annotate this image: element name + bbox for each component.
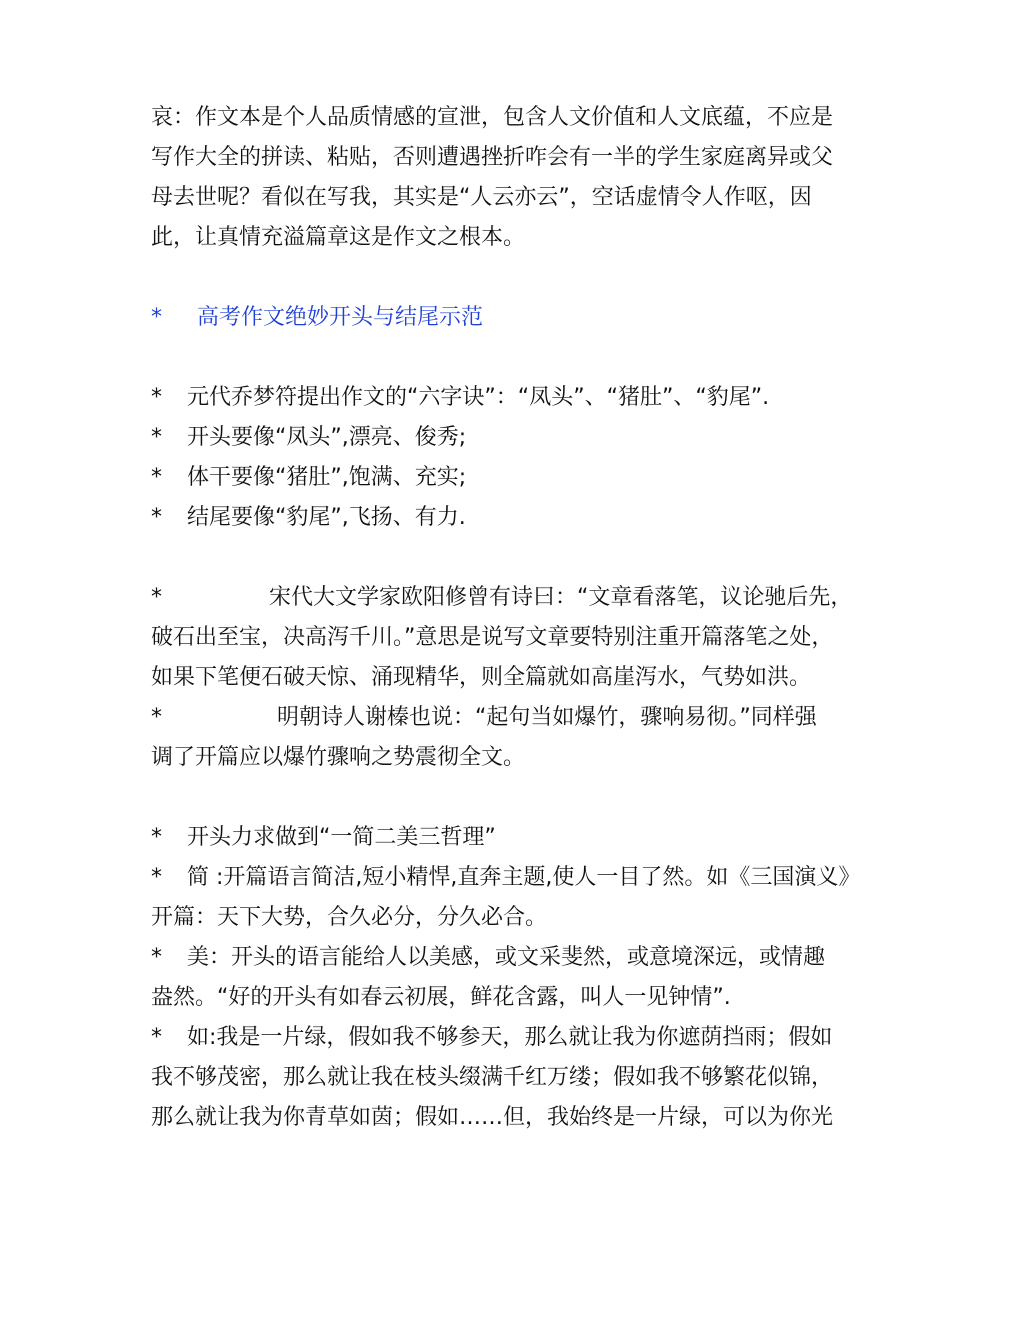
quote-line: 调了开篇应以爆竹骤响之势震彻全文。 [151, 745, 526, 770]
section-heading [151, 298, 483, 338]
intro-line: 哀：作文本是个人品质情感的宣泄，包含人文价值和人文底蕴，不应是 [151, 105, 834, 130]
quote-line: 破石出至宝，决高泻千川。”意思是说写文章要特别注重开篇落笔之处， [151, 625, 834, 650]
list-item-text: 开头要像“凤头”,漂亮、俊秀; [187, 425, 467, 450]
list-bullet: * [151, 705, 162, 730]
quote-line: 如果下笔便石破天惊、涌现精华，则全篇就如高崖泻水，气势如洪。 [151, 665, 812, 690]
list-item [151, 858, 860, 898]
list-bullet: * [151, 465, 162, 490]
list-item [151, 458, 466, 498]
list-item-text: 简 :开篇语言简洁,短小精悍,直奔主题,使人一目了然。如《三国演义》 [187, 865, 861, 890]
continuation-line: 开篇：天下大势，合久必分，分久必合。 [151, 905, 548, 930]
list-bullet: * [151, 825, 162, 850]
intro-line: 写作大全的拼读、粘贴，否则遭遇挫折咋会有一半的学生家庭离异或父 [151, 145, 834, 170]
list-bullet: * [151, 505, 162, 530]
list-item-text: 体干要像“猪肚”,饱满、充实; [187, 465, 467, 490]
list-item [151, 498, 466, 538]
list-bullet: * [151, 1025, 162, 1050]
heading-bullet: * [151, 305, 162, 330]
list-item [151, 378, 769, 418]
list-item-text: 开头力求做到“一简二美三哲理” [187, 825, 496, 850]
list-item [151, 818, 496, 858]
list-bullet: * [151, 425, 162, 450]
list-item [151, 418, 466, 458]
list-item-text: 如:我是一片绿，假如我不够参天，那么就让我为你遮荫挡雨；假如 [187, 1025, 833, 1050]
continuation-line: 盎然。“好的开头有如春云初展，鲜花含露，叫人一见钟情”. [151, 985, 731, 1010]
quote-text: 明朝诗人谢榛也说：“起句当如爆竹，骤响易彻。”同样强 [277, 705, 817, 730]
quote-first-line [151, 578, 852, 618]
list-bullet: * [151, 585, 162, 610]
list-item [151, 1018, 832, 1058]
continuation-line: 那么就让我为你青草如茵；假如……但，我始终是一片绿，可以为你光 [151, 1105, 834, 1130]
list-bullet: * [151, 385, 162, 410]
continuation-line: 我不够茂密，那么就让我在枝头缀满千红万缕；假如我不够繁花似锦， [151, 1065, 834, 1090]
list-item [151, 938, 825, 978]
intro-line: 此，让真情充溢篇章这是作文之根本。 [151, 225, 526, 250]
list-item-text: 美：开头的语言能给人以美感，或文采斐然，或意境深远，或情趣 [187, 945, 826, 970]
intro-line: 母去世呢？看似在写我，其实是“人云亦云”，空话虚情令人作呕，因 [151, 185, 812, 210]
list-bullet: * [151, 945, 162, 970]
heading-text: 高考作文绝妙开头与结尾示范 [197, 305, 484, 330]
quote-first-line [151, 698, 817, 738]
list-item-text: 结尾要像“豹尾”,飞扬、有力. [187, 505, 466, 530]
list-item-text: 元代乔梦符提出作文的“六字诀”：“凤头”、“猪肚”、“豹尾”. [187, 385, 770, 410]
list-bullet: * [151, 865, 162, 890]
quote-text: 宋代大文学家欧阳修曾有诗曰：“文章看落笔，议论驰后先， [269, 585, 853, 610]
